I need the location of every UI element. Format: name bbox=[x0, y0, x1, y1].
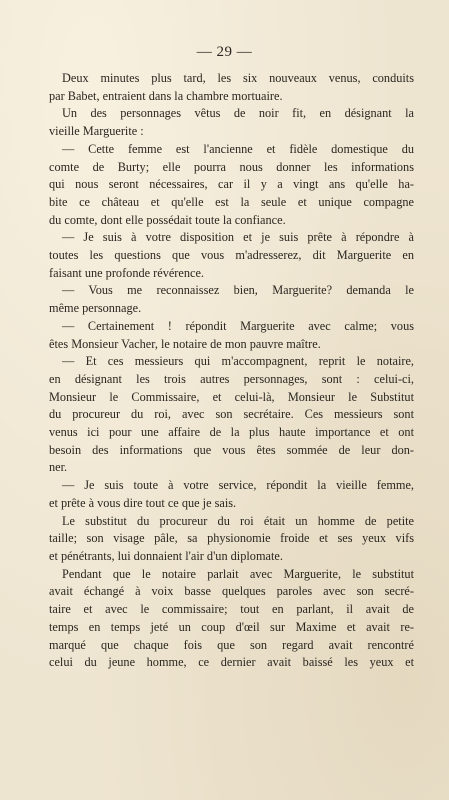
text-line: taille; son visage pâle, sa physionomie froide et ses yeux vifs bbox=[49, 531, 414, 546]
text-line: du comte, dont elle possédait toute la confiance. bbox=[49, 212, 286, 227]
text-line: qui nous seront nécessaires, car il y a vingt ans qu'elle ha- bbox=[49, 177, 414, 192]
text-line: êtes Monsieur Vacher, le notaire de mon pauvre maître. bbox=[49, 336, 321, 351]
text-line: — Vous me reconnaissez bien, Marguerite? demanda le bbox=[62, 283, 414, 298]
text-line: même personnage. bbox=[49, 301, 142, 316]
text-line: bite ce château et qu'elle est la seule et unique compagne bbox=[49, 194, 414, 209]
text-line: et prête à vous dire tout ce que je sais. bbox=[49, 495, 237, 510]
text-line: besoin des informations que vous êtes sommée de leur don- bbox=[49, 442, 414, 457]
text-line: faisant une profonde révérence. bbox=[49, 265, 204, 280]
text-line: et pénétrants, lui donnaient l'air d'un diplomate. bbox=[49, 548, 283, 563]
text-line: par Babet, entraient dans la chambre mortuaire. bbox=[49, 88, 283, 103]
text-line: vieille Marguerite : bbox=[49, 124, 144, 139]
text-line: Le substitut du procureur du roi était un homme de petite bbox=[62, 513, 414, 528]
page-number: — 29 — bbox=[196, 44, 253, 60]
text-line: — Certainement ! répondit Marguerite avec calme; vous bbox=[62, 318, 414, 333]
body-text bbox=[49, 70, 414, 672]
text-line: avait échangé à voix basse quelques paroles avec son secré- bbox=[49, 584, 414, 599]
text-line: taire et avec le commissaire; tout en parlant, il avait de bbox=[49, 602, 414, 617]
text-line: du procureur du roi, avec son secrétaire. Ces messieurs sont bbox=[49, 407, 414, 422]
text-line: Deux minutes plus tard, les six nouveaux venus, conduits bbox=[62, 71, 414, 85]
text-line: toutes les questions que vous m'adresserez, dit Marguerite en bbox=[49, 248, 414, 263]
text-line: Pendant que le notaire parlait avec Marguerite, le substitut bbox=[62, 566, 414, 581]
text-line: Un des personnages vêtus de noir fit, en désignant la bbox=[62, 106, 414, 121]
text-line: — Et ces messieurs qui m'accompagnent, reprit le notaire, bbox=[62, 354, 414, 369]
text-line: marqué que chaque fois que son regard avait rencontré bbox=[49, 637, 414, 652]
text-line: comte de Burty; elle pourra nous donner les informations bbox=[49, 159, 414, 174]
text-line: ner. bbox=[49, 460, 68, 475]
text-line: Monsieur le Commissaire, et celui-là, Monsieur le Substitut bbox=[49, 389, 414, 404]
text-line: — Je suis toute à votre service, répondit la vieille femme, bbox=[62, 478, 414, 493]
text-line: venus ici pour une affaire de la plus haute importance et ont bbox=[49, 425, 414, 440]
text-line: celui du jeune homme, ce dernier avait baissé les yeux et bbox=[49, 655, 414, 670]
text-line: — Je suis à votre disposition et je suis prête à répondre à bbox=[62, 230, 414, 245]
text-line: temps en temps jeté un coup d'œil sur Maxime et avait re- bbox=[49, 619, 414, 634]
text-line: — Cette femme est l'ancienne et fidèle domestique du bbox=[62, 141, 414, 156]
text-line: en désignant les trois autres personnages, sont : celui-ci, bbox=[49, 371, 414, 386]
